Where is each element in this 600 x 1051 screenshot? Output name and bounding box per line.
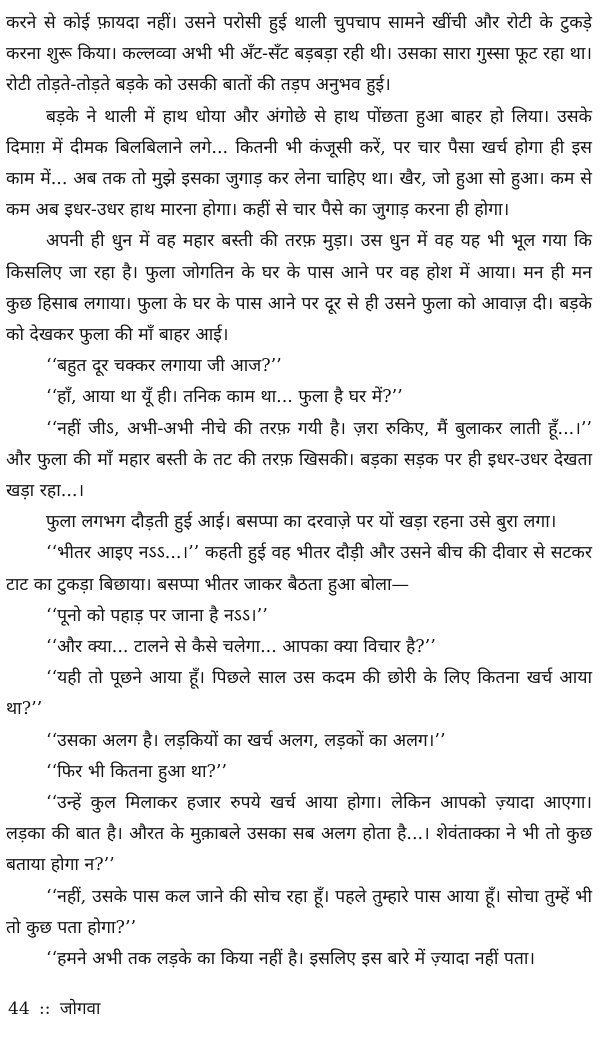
dialogue-line: ‘‘हाँ, आया था यूँ ही। तनिक काम था... फुला है घर में?’’ — [46, 387, 403, 408]
dialogue-line: ‘‘हमने अभी तक लड़के का किया नहीं है। इसलिए इस बारे में ज़्यादा नहीं पता। — [46, 949, 536, 970]
dialogue-line: ‘‘उन्हें कुल मिलाकर हजार रुपये खर्च आया होगा। लेकिन आपको ज़्यादा आएगा। लड़का की बात है। औरत के मुक़ाबले उसका सब अलग होता है...। शेवंताक्का ने भी तो कुछ बताया होगा न?’’ — [6, 793, 592, 876]
paragraph: करने से कोई फ़ायदा नहीं। उसने परोसी हुई थाली चुपचाप सामने खींची और रोटी के टुकड़े करना शुरू किया। कल्लव्वा अभी भी अँट-सँट बड़बड़ा रही थी। उसका सारा गुस्सा फूट रहा था। रोटी तोड़ते-तोड़ते बड़के को उसकी बातों की तड़प अनुभव हुई। — [6, 13, 592, 96]
paragraph: अपनी ही धुन में वह महार बस्ती की तरफ़ मुड़ा। उस धुन में वह यह भी भूल गया कि किसलिए जा रहा है। फुला जोगतिन के घर के पास आने पर वह होश में आया। मन ही मन कुछ हिसाब लगाया। फुला के घर के पास आने पर दूर से ही उसने फुला को आवाज़ दी। बड़के को देखकर फुला की माँ बाहर आई। — [6, 231, 592, 346]
dialogue-line: ‘‘और क्या... टालने से कैसे चलेगा... आपका क्या विचार है?’’ — [46, 637, 436, 658]
dialogue-line: ‘‘नहीं जीऽ, अभी-अभी नीचे की तरफ़ गयी है। ज़रा रुकिए, मैं बुलाकर लाती हूँ...।’’ और फुला की माँ महार बस्ती के तट की तरफ़ खिसकी। बड़का सड़क पर ही इधर-उधर देखता खड़ा रहा...। — [6, 418, 592, 502]
page-number: 44 — [8, 999, 30, 1019]
dialogue-line: ‘‘नहीं, उसके पास कल जाने की सोच रहा हूँ। पहले तुम्हारे पास आया हूँ। सोचा तुम्हें भी तो कुछ पता होगा?’’ — [6, 886, 592, 938]
dialogue-line: ‘‘फिर भी कितना हुआ था?’’ — [46, 761, 227, 782]
page-footer — [8, 996, 104, 1019]
dialogue-line: ‘‘बहुत दूर चक्कर लगाया जी आज?’’ — [46, 356, 282, 377]
book-title: जोगवा — [59, 999, 101, 1019]
paragraph: बड़के ने थाली में हाथ धोया और अंगोछे से हाथ पोंछता हुआ बाहर हो लिया। उसके दिमाग़ में दीमक बिलबिलाने लगे... कितनी भी कंजूसी करें, पर चार पैसा खर्च होगा ही इस काम में... अब तक तो मुझे इसका जुगाड़ कर लेना चाहिए था। खैर, जो हुआ सो हुआ। कम से कम अब इधर-उधर हाथ मारना होगा। कहीं से चार पैसे का जुगाड़ करना ही होगा। — [6, 106, 592, 221]
dialogue-line: ‘‘उसका अलग है। लड़कियों का खर्च अलग, लड़कों का अलग।’’ — [46, 730, 446, 751]
dialogue-line: ‘‘यही तो पूछने आया हूँ। पिछले साल उस कदम की छोरी के लिए कितना खर्च आया था?’’ — [6, 668, 592, 720]
paragraph: फुला लगभग दौड़ती हुई आई। बसप्पा का दरवाज़े पर यों खड़ा रहना उसे बुरा लगा। — [46, 512, 557, 533]
footer-separator: :: — [39, 999, 51, 1019]
dialogue-line: ‘‘भीतर आइए नऽऽ...।’’ कहती हुई वह भीतर दौड़ी और उसने बीच की दीवार से सटकर टाट का टुकड़ा बिछाया। बसप्पा भीतर जाकर बैठता हुआ बोला— — [6, 543, 592, 595]
dialogue-line: ‘‘पूनो को पहाड़ पर जाना है नऽऽ।’’ — [46, 605, 268, 626]
page-body — [6, 8, 592, 975]
